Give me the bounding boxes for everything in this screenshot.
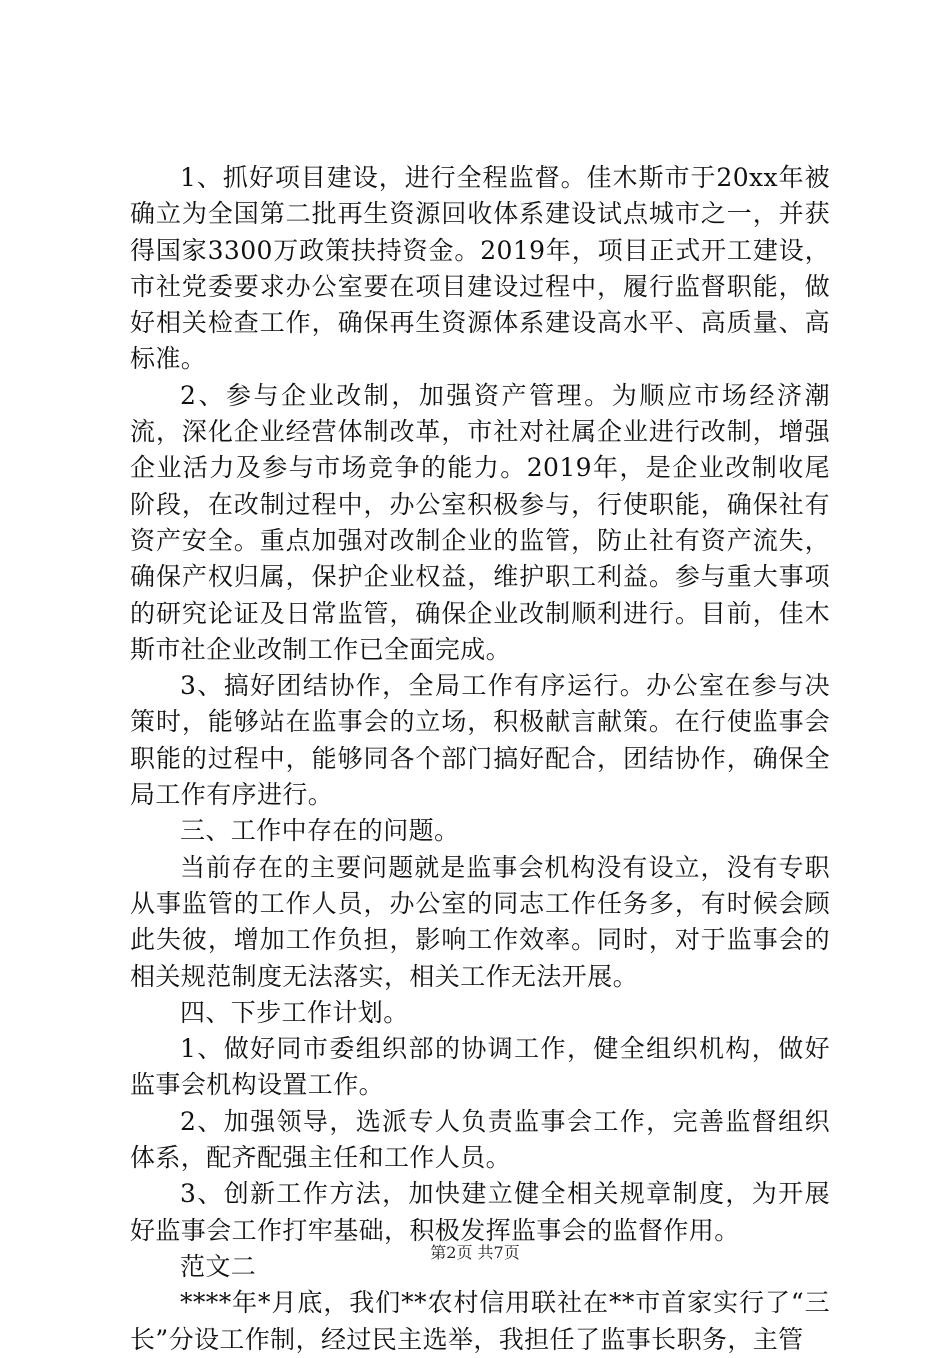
section-heading-problems: 三、工作中存在的问题。 — [180, 816, 460, 846]
page-number-footer: 第2页 共7页 — [430, 1243, 520, 1262]
section-heading-sample-two: 范文二 — [180, 1251, 257, 1281]
document-body — [130, 160, 830, 1358]
paragraph-sample-two-intro: ****年*月底，我们**农村信用联社在**市首家实行了“三长”分设工作制，经过民主选举，我担任了监事长职务，主管 — [130, 1288, 830, 1354]
paragraph-plan-3: 3、创新工作方法，加快建立健全相关规章制度，为开展好监事会工作打牢基础，积极发挥监事会的监督作用。 — [130, 1179, 830, 1245]
paragraph-plan-2: 2、加强领导，选派专人负责监事会工作，完善监督组织体系，配齐配强主任和工作人员。 — [130, 1106, 830, 1173]
paragraph-enterprise-reform: 2、参与企业改制，加强资产管理。为顺应市场经济潮流，深化企业经营体制改革，市社对社属企业进行改制，增强企业活力及参与市场竞争的能力。2019年，是企业改制收尾阶段，在改制过程中，办公室积极参与，行使职能，确保社有资产安全。重点加强对改制企业的监管，防止社有资产流失，确保产权归属，保护企业权益，维护职工利益。参与重大事项的研究论证及日常监管，确保企业改制顺利进行。目前，佳木斯市社企业改制工作已全面完成。 — [130, 380, 830, 664]
paragraph-plan-1: 1、做好同市委组织部的协调工作，健全组织机构，做好监事会机构设置工作。 — [130, 1034, 830, 1100]
paragraph-teamwork: 3、搞好团结协作，全局工作有序运行。办公室在参与决策时，能够站在监事会的立场，积极献言献策。在行使监事会职能的过程中，能够同各个部门搞好配合，团结协作，确保全局工作有序进行。 — [130, 671, 830, 810]
paragraph-problems: 当前存在的主要问题就是监事会机构没有设立，没有专职从事监管的工作人员，办公室的同志工作任务多，有时候会顾此失彼，增加工作负担，影响工作效率。同时，对于监事会的相关规范制度无法落实，相关工作无法开展。 — [130, 852, 830, 991]
section-heading-next-steps: 四、下步工作计划。 — [180, 997, 409, 1027]
paragraph-project-supervision: 1、抓好项目建设，进行全程监督。佳木斯市于20xx年被确立为全国第二批再生资源回收体系建设试点城市之一，并获得国家3300万政策扶持资金。2019年，项目正式开工建设，市社党委要求办公室要在项目建设过程中，履行监督职能，做好相关检查工作，确保再生资源体系建设高水平、高质量、高标准。 — [130, 163, 830, 374]
